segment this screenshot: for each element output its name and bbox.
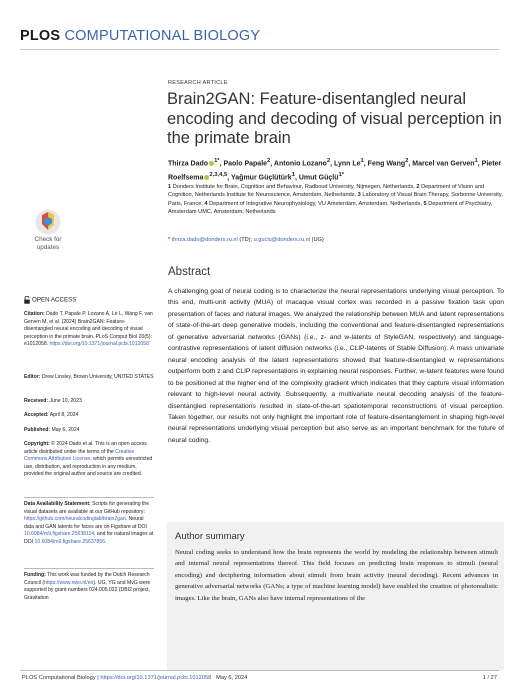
check-updates-icon <box>25 208 71 236</box>
author-summary-box <box>167 522 504 670</box>
affiliations: 1 Donders Institute for Brain, Cognition and Behaviour, Radboud University, Nijmegen, Netherlands, 2 Department of Vision and Cognition, Netherlands Institute for Neuroscience, Amsterdam, Netherlands, 3 Laboratory of Visual Brain Therapy, Sorbonne University, Paris, France, 4 Department of Integrative Neurophysiology, VU Amsterdam, Amsterdam, Netherlands, 5 Department of Psychiatry, Amsterdam UMC, Amsterdam, Netherlands <box>168 184 503 216</box>
sidebar-divider <box>24 568 154 569</box>
cc-license-link[interactable]: Creative Commons Attribution License, <box>24 448 135 463</box>
citation-block: Citation: Dado T, Papale P, Lozano A, Le L, Wang F, van Gerven M, et al. (2024) Brain2GAN: Feature-disentangled neural encoding and decoding of visual perception in the primate brain. PLoS Comput Biol 20(5): e1012058. https://doi.org/10.1371/journal.pcbi.1012058 <box>24 311 153 348</box>
header-divider <box>20 49 499 50</box>
nwo-link[interactable]: https://www.nwo.nl/en <box>44 579 94 586</box>
editor-block: Editor: Drew Linsley, Brown University, UNITED STATES <box>24 374 154 380</box>
footer-journal: PLOS Computational Biology <box>22 675 96 681</box>
sidebar-divider <box>24 497 154 498</box>
author-summary-heading: Author summary <box>175 531 245 542</box>
open-lock-icon <box>24 296 30 304</box>
email-link-td[interactable]: thirza.dado@donders.ru.nl <box>171 237 238 243</box>
figshare-natural-link[interactable]: 10.6084/m9.figshare.25637856 <box>34 538 106 545</box>
journal-masthead <box>20 28 260 44</box>
footer-date: May 6, 2024 <box>216 675 248 681</box>
github-link[interactable]: https://github.com/neuralcodinglab/brain2gan <box>24 516 126 523</box>
correspondence: * thirza.dado@donders.ru.nl (TD); u.guclu@donders.ru.nl (UG) <box>168 237 324 243</box>
author-list: Thirza Dado $^{1*}$, Paolo Papale$^2$, Antonio Lozano$^2$, Lynn Le$^1$, Feng Wang$^2$, Marcel van Gerven$^1$, Pieter Roelfsema $^{2,3,4,5}$, Yağmur Güçlütürk$^1$, Umut Güçlü$^{1*}$ <box>168 158 502 182</box>
figshare-faces-link[interactable]: 10.6084/m9.figshare.25638114 <box>24 531 95 538</box>
citation-doi-link[interactable]: https://doi.org/10.1371/journal.pcbi.1012058 <box>49 341 149 348</box>
check-updates-line1: Check for <box>34 236 62 243</box>
accepted-date: Accepted: April 8, 2024 <box>24 412 79 418</box>
article-title: Brain2GAN: Feature-disentangled neural encoding and decoding of visual perception in the primate brain <box>167 90 502 147</box>
abstract-text: A challenging goal of neural coding is to characterize the neural representations underlying visual perception. To this end, multi-unit activity (MUA) of macaque visual cortex was recorded in a passive fixation task upon presentation of faces and natural images. We analyzed the relationship between MUA and latent representations of state-of-the-art deep generative models, including the conventional and feature-disentangled representations of generative adversarial networks (GANs) (i.e., z- and w-latents of StyleGAN, respectively) and language-contrastive representations of latent diffusion networks (i.e., CLIP-latents of Stable Diffusion). A mass univariate neural encoding analysis of the latent representations showed that feature-disentangled w representations outperform both z and CLIP representations in explaining neural responses. Further, w-latent features were found to be positioned at the higher end of the complexity gradient which indicates that they capture visual information relevant to high-level neural activity. Subsequently, a multivariate neural decoding analysis of the feature-disentangled representations resulted in state-of-the-art spatiotemporal reconstructions of visual perception. Taken together, our results not only highlight the important role of feature-disentanglement in shaping high-level neural representations underlying visual perception but also serve as an important benchmark for the future of neural coding. <box>168 288 504 444</box>
check-for-updates-badge[interactable] <box>25 208 71 258</box>
article-type: RESEARCH ARTICLE <box>168 80 228 86</box>
check-updates-line2: updates <box>36 243 60 251</box>
email-link-ug[interactable]: u.guclu@donders.ru.nl <box>253 237 311 243</box>
author-summary-text: Neural coding seeks to understand how the brain represents the world by modeling the relationship between stimuli and internal neural representations thereof. This field focuses on predicting brain responses to stimuli (neural encoding) and deciphering information about stimuli from brain activity (neural decoding). Recent advances in generative adversarial networks (GANs; a type of machine learning model) have enabled the creation of photorealistic images. Like the brain, GANs also have internal representations of the <box>175 549 498 602</box>
footer-divider <box>20 670 499 671</box>
copyright-block: Copyright: © 2024 Dado et al. This is an open access article distributed under the terms of the Creative Commons Attribution License, which permits unrestricted use, distribution, and reproduction in any medium, provided the original author and source are credited. <box>24 441 153 478</box>
funding-block: Funding: This work was funded by the Dutch Research Council (https://www.nwo.nl/en). UG, YG and MvG were supported by grant numbers 024.005.022 (DBI2 project, Gravitation <box>24 572 151 601</box>
footer-doi-link[interactable]: https://doi.org/10.1371/journal.pcbi.1012058 <box>100 675 212 681</box>
publisher-name: PLOS <box>20 28 61 44</box>
page-footer: PLOS Computational Biology | https://doi.org/10.1371/journal.pcbi.1012058 May 6, 2024 1 / 27 <box>22 675 497 681</box>
open-access-label <box>24 296 76 304</box>
data-availability-block: Data Availability Statement: Scripts for generating the visual datasets are available at our GitHub repository: https://github.com/neuralcodinglab/brain2gan. Neural data and GAN latents for faces are on Figshare at DOI 10.6084/m9.figshare.25638114, and for natural images at DOI 10.6084/m9.figshare.25637856. <box>24 501 154 545</box>
open-access-text: OPEN ACCESS <box>32 296 77 304</box>
abstract-heading: Abstract <box>168 266 211 278</box>
page-number: 1 / 27 <box>482 675 497 681</box>
published-date: Published: May 6, 2024 <box>24 427 80 433</box>
journal-name: COMPUTATIONAL BIOLOGY <box>64 28 261 44</box>
received-date: Received: June 10, 2023 <box>24 398 82 404</box>
